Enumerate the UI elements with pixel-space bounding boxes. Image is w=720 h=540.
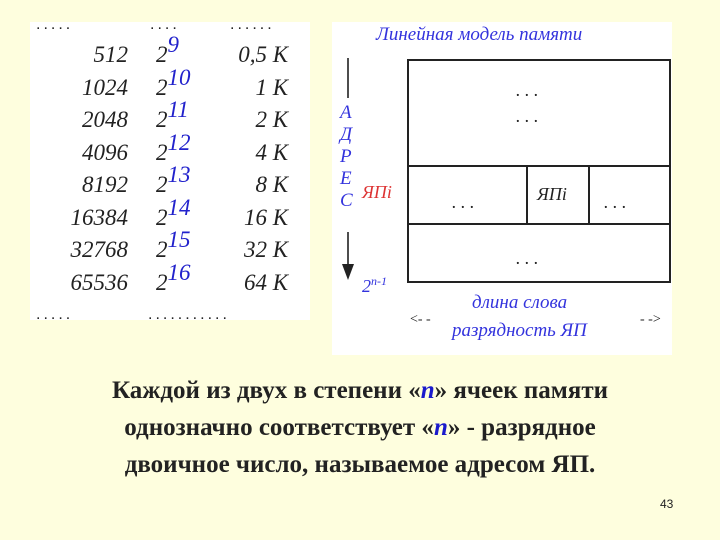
exponent: 15 <box>167 227 191 252</box>
table-size-cell: 32 К <box>243 237 288 262</box>
dots-mid-right: . . . <box>604 192 627 212</box>
table-bottom-dots-b: ........... <box>148 306 230 323</box>
arrow-right: - -> <box>640 312 661 327</box>
memory-model-diagram <box>332 22 672 355</box>
exponent: 10 <box>167 64 191 90</box>
slide-caption <box>0 372 720 483</box>
exponent: 9 <box>167 32 179 57</box>
table-power-cell: $2^9$ <box>156 32 179 67</box>
table-size-cell: 0,5 К <box>238 42 288 67</box>
exponent: 11 <box>167 97 189 122</box>
table-power-cell: $2^{13}$ <box>156 162 191 197</box>
dots-bottom: . . . <box>516 248 539 268</box>
table-top-dots-b: .... <box>150 16 180 33</box>
address-letter: Е <box>340 168 352 189</box>
table-power-cell: $2^{10}$ <box>156 64 191 100</box>
arrow-left: <- - <box>410 312 431 327</box>
table-power-cell: $2^{15}$ <box>156 227 191 262</box>
address-letter: Р <box>340 146 352 167</box>
table-size-cell: 64 К <box>243 269 288 295</box>
table-bytes-cell: 4096 <box>82 139 128 165</box>
table-size-cell: 16 К <box>243 204 288 230</box>
cell-label-center: ЯПi <box>537 184 567 204</box>
caption-line-3: двоичное число, называемое адресом ЯП. <box>124 451 596 478</box>
table-bytes-cell: 2048 <box>82 107 128 132</box>
address-letter: С <box>340 190 353 211</box>
table-bottom-dots-a: ..... <box>36 306 74 323</box>
caption-line-2: однозначно соответствует «n» - разрядное <box>124 414 596 441</box>
address-letter: А <box>340 102 352 123</box>
table-bytes-cell: 8192 <box>82 172 128 197</box>
table-bytes-cell: 16384 <box>70 204 128 230</box>
table-power-cell: $2^{16}$ <box>156 259 191 295</box>
table-bytes-cell: 32768 <box>70 237 128 262</box>
diagram-title: Линейная модель памяти <box>376 24 583 45</box>
caption-line-1: Каждой из двух в степени «n» ячеек памяти <box>111 377 609 404</box>
memory-outline <box>408 60 670 282</box>
table-power-cell: $2^{11}$ <box>156 97 189 132</box>
table-size-cell: 2 К <box>255 107 288 132</box>
table-size-cell: 1 К <box>255 74 288 100</box>
address-letter: Д <box>340 124 353 145</box>
dots-mid-left: . . . <box>452 192 475 212</box>
dots-top-1: . . . <box>516 80 539 100</box>
table-bytes-cell: 65536 <box>70 269 128 295</box>
bottom-address: 2$^{n-1}$ <box>362 274 387 296</box>
exponent: 16 <box>167 259 191 285</box>
table-bytes-cell: 512 <box>93 42 128 67</box>
exponent: 14 <box>167 194 191 220</box>
table-power-cell: $2^{14}$ <box>156 194 191 230</box>
address-label <box>340 102 353 212</box>
exponent: 13 <box>167 162 191 187</box>
table-power-cell: $2^{12}$ <box>156 129 191 165</box>
bit-depth-label: разрядность ЯП <box>452 320 587 341</box>
table-bytes-cell: 1024 <box>82 74 128 100</box>
table-size-cell: 4 К <box>255 139 288 165</box>
exponent: 12 <box>167 129 191 155</box>
table-size-cell: 8 К <box>255 172 288 197</box>
table-top-dots-a: ..... <box>36 16 74 33</box>
page-number: 43 <box>660 497 674 511</box>
cell-label-left: ЯПi <box>362 182 392 202</box>
table-top-dots-c: ...... <box>230 16 275 33</box>
dots-top-2: . . . <box>516 106 539 126</box>
word-length-label: длина слова <box>472 292 568 313</box>
powers-of-two-table <box>30 16 310 323</box>
address-arrow-head <box>342 264 354 280</box>
